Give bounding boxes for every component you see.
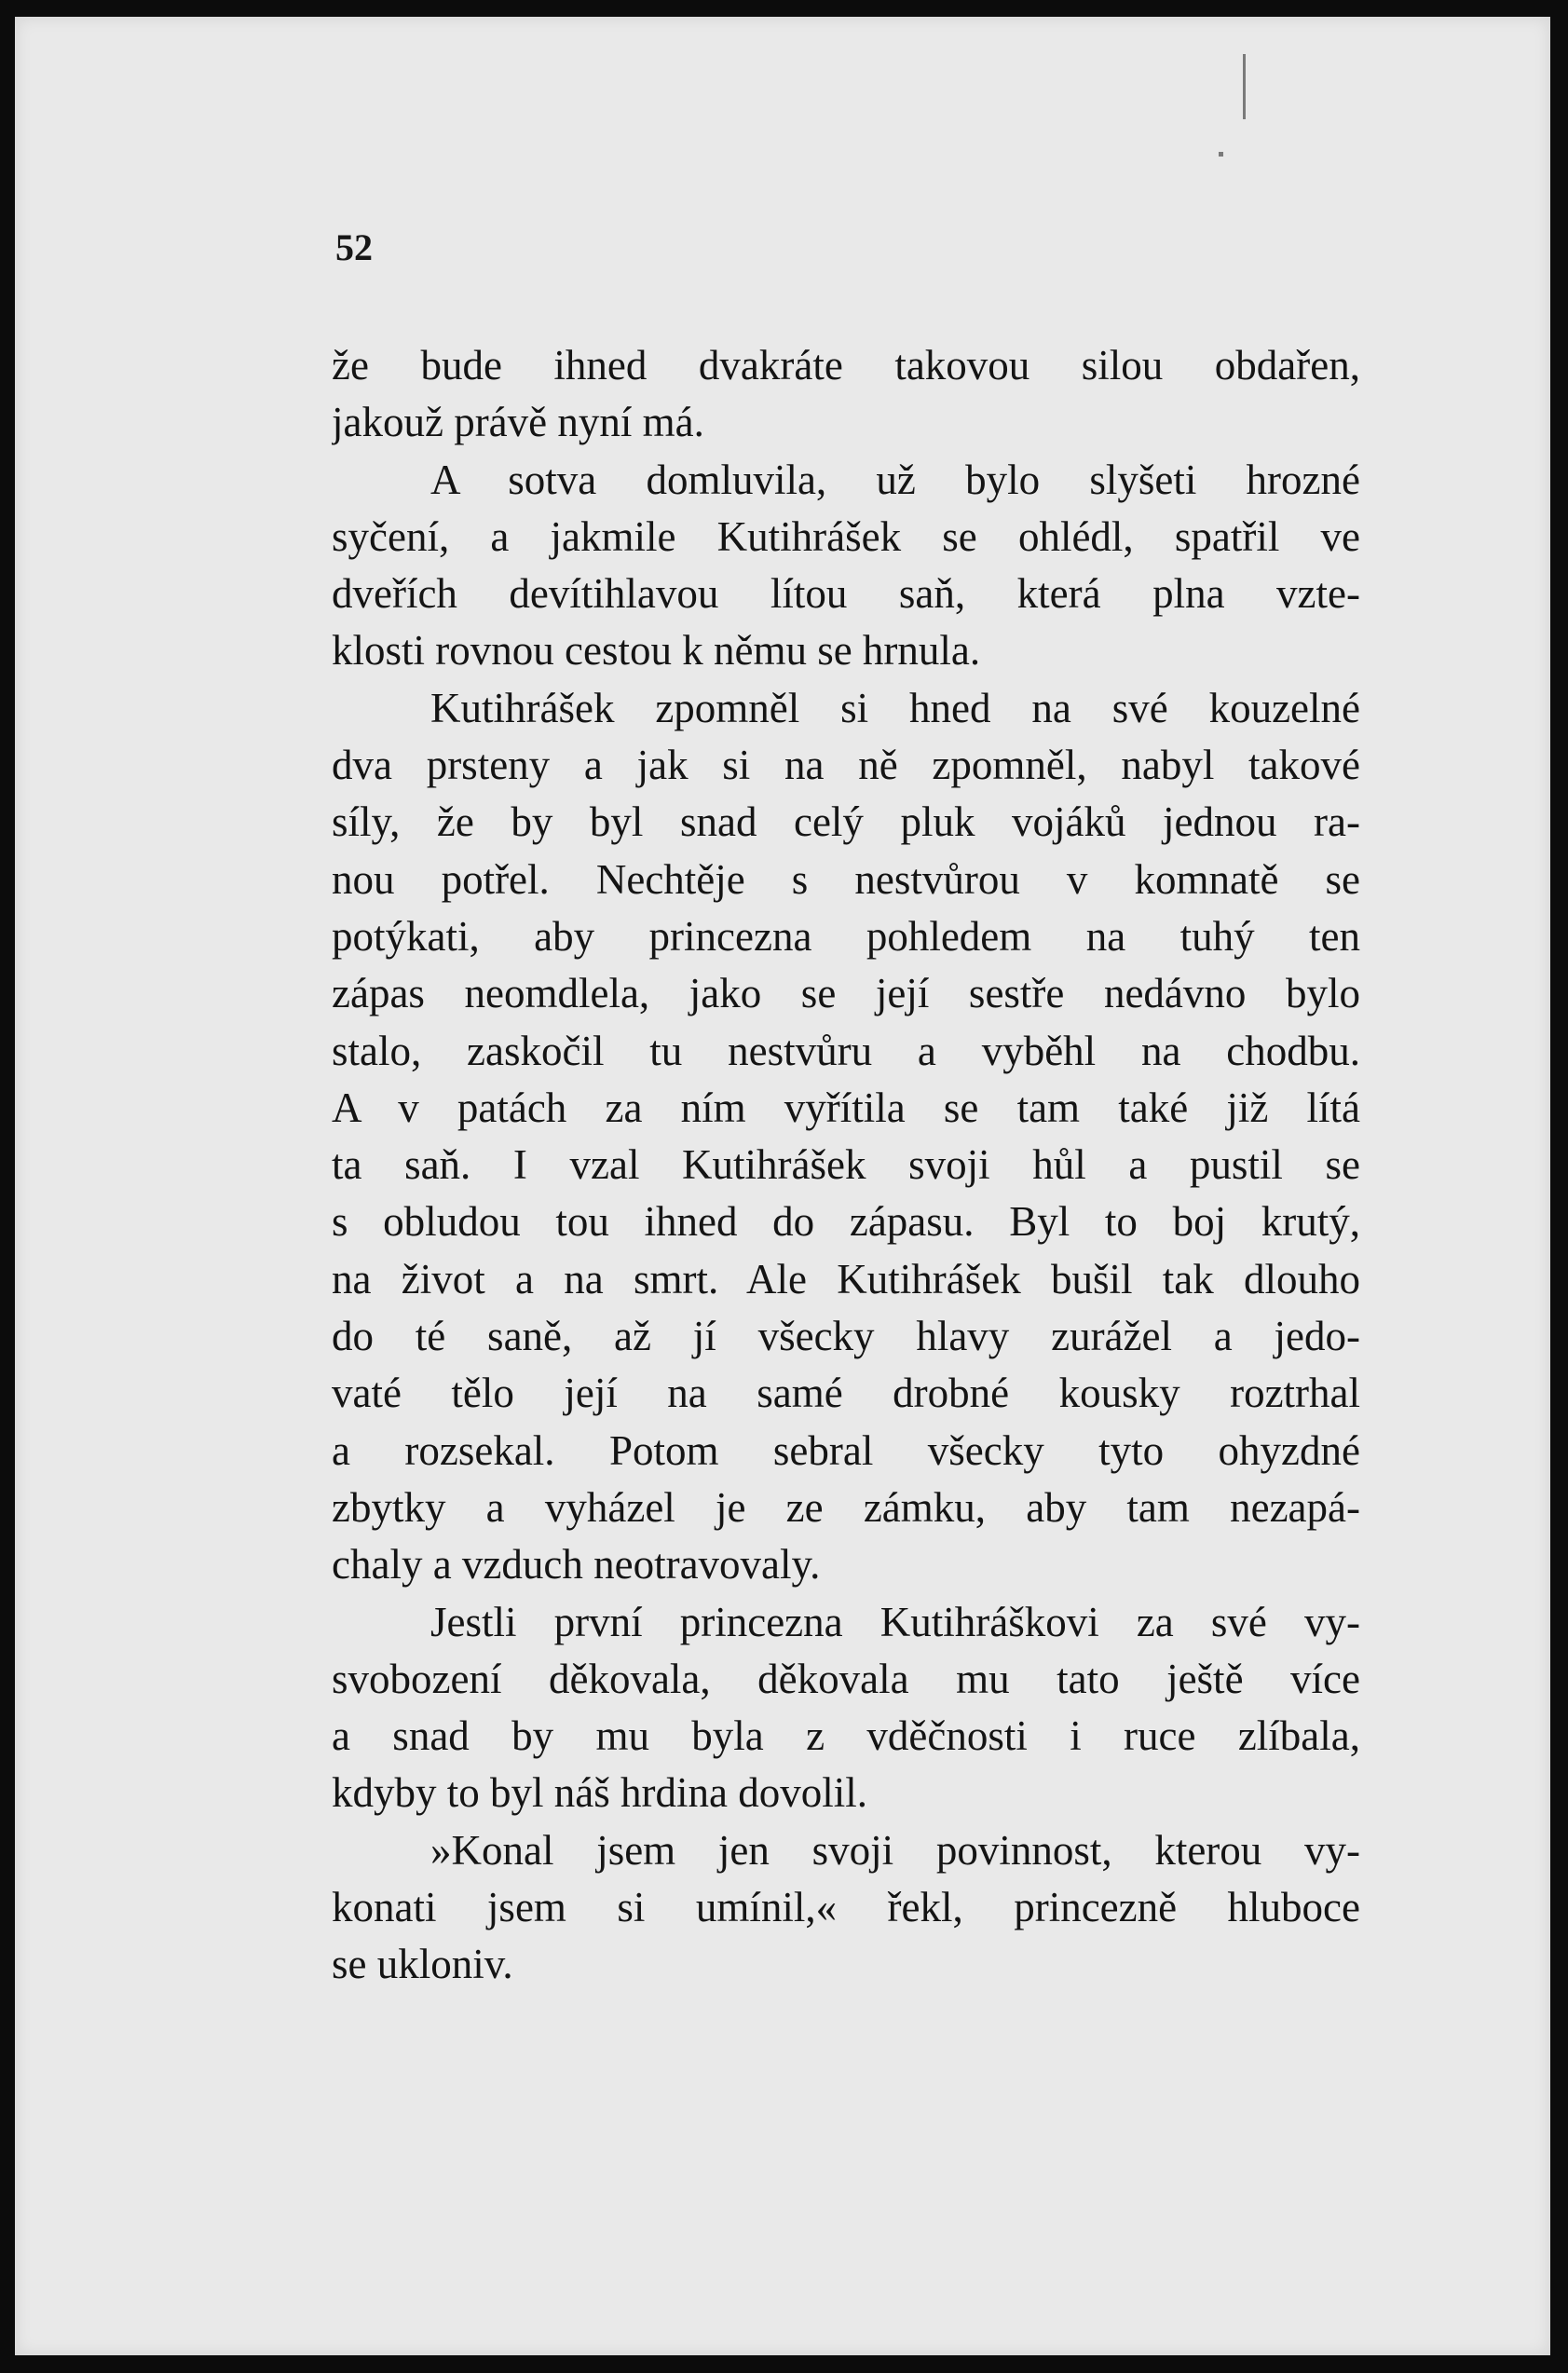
text-line: »Konal jsem jen svoji povinnost, kterou vy-: [430, 1826, 1360, 1874]
text-line: chaly a vzduch neotravovaly.: [332, 1541, 821, 1589]
text-line: konati jsem si umínil,« řekl, princezně hluboce: [332, 1884, 1360, 1931]
text-line: stalo, zaskočil tu nestvůru a vyběhl na chodbu.: [332, 1027, 1360, 1074]
text-line: Kutihrášek zpomněl si hned na své kouzelné: [430, 684, 1360, 731]
text-line: kdyby to byl náš hrdina dovolil.: [332, 1769, 867, 1817]
text-line: A sotva domluvila, už bylo slyšeti hrozné: [430, 456, 1360, 503]
text-line: nou potřel. Nechtěje s nestvůrou v komnatě se: [332, 855, 1360, 903]
text-line: dveřích devítihlavou lítou saň, která plna vzte-: [332, 570, 1360, 618]
scan-speck-mark: [1243, 54, 1246, 119]
text-line: zápas neomdlela, jako se její sestře nedávno bylo: [332, 970, 1360, 1017]
text-line: A v patách za ním vyřítila se tam také již lítá: [332, 1084, 1360, 1131]
scan-speck-dot: [1219, 152, 1223, 157]
text-line: ta saň. I vzal Kutihrášek svoji hůl a pustil se: [332, 1141, 1360, 1189]
text-line: svobození děkovala, děkovala mu tato ještě více: [332, 1655, 1360, 1702]
text-line: potýkati, aby princezna pohledem na tuhý ten: [332, 912, 1360, 960]
text-line: na život a na smrt. Ale Kutihrášek bušil tak dlouho: [332, 1255, 1360, 1302]
text-line: síly, že by byl snad celý pluk vojáků jednou ra-: [332, 798, 1360, 846]
text-line: syčení, a jakmile Kutihrášek se ohlédl, spatřil ve: [332, 512, 1360, 560]
text-line: do té saně, až jí všecky hlavy zurážel a jedo-: [332, 1313, 1360, 1360]
body-text: [332, 337, 1360, 1994]
text-line: vaté tělo její na samé drobné kousky roztrhal: [332, 1370, 1360, 1417]
text-line: se ukloniv.: [332, 1941, 513, 1988]
text-line: zbytky a vyházel je ze zámku, aby tam nezapá-: [332, 1483, 1360, 1531]
text-line: a rozsekal. Potom sebral všecky tyto ohyzdné: [332, 1426, 1360, 1474]
text-line: klosti rovnou cestou k němu se hrnula.: [332, 627, 981, 675]
text-line: že bude ihned dvakráte takovou silou obdařen,: [332, 342, 1360, 389]
text-line: a snad by mu byla z vděčnosti i ruce zlíbala,: [332, 1712, 1360, 1760]
text-line: jakouž právě nyní má.: [332, 399, 704, 446]
text-line: Jestli první princezna Kutihráškovi za své vy-: [430, 1598, 1360, 1645]
text-line: dva prsteny a jak si na ně zpomněl, nabyl takové: [332, 742, 1360, 789]
page-number: 52: [335, 226, 373, 268]
text-line: s obludou tou ihned do zápasu. Byl to boj krutý,: [332, 1198, 1360, 1246]
